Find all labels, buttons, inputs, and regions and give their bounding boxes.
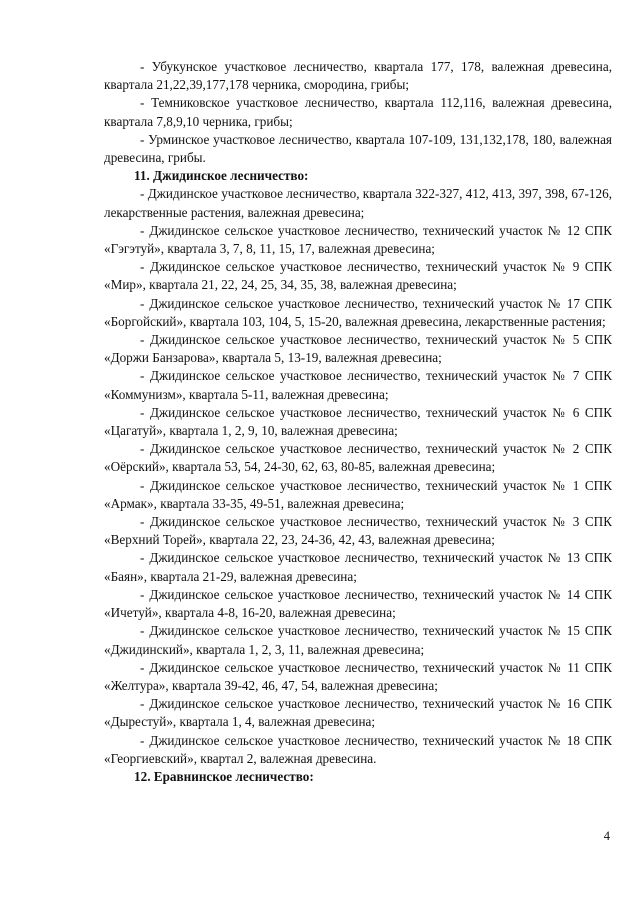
list-item-spk-dorzhi-banzarova: - Джидинское сельское участковое лесничество, технический участок № 5 СПК «Доржи Банзарова», квартала 5, 13-19, валежная древесина;: [104, 332, 612, 366]
list-item-spk-oyorskiy: - Джидинское сельское участковое лесничество, технический участок № 2 СПК «Оёрский», квартала 53, 54, 24-30, 62, 63, 80-85, валежная древесина;: [104, 441, 612, 475]
list-item-spk-gegetuy: - Джидинское сельское участковое лесничество, технический участок № 12 СПК «Гэгэтуй», квартала 3, 7, 8, 11, 15, 17, валежная древесина;: [104, 222, 612, 257]
list-item-spk-tsagatuy: - Джидинское сельское участковое лесничество, технический участок № 6 СПК «Цагатуй», квартала 1, 2, 9, 10, валежная древесина;: [104, 404, 612, 439]
list-item-temnikovskoe: - Темниковское участковое лесничество, квартала 112,116, валежная древесина, квартала 7,8,9,10 черника, грибы;: [104, 95, 612, 129]
list-item-spk-kommunizm: - Джидинское сельское участковое лесничество, технический участок № 7 СПК «Коммунизм», квартала 5-11, валежная древесина;: [104, 368, 612, 402]
list-item-spk-borgoyskiy: - Джидинское сельское участковое лесничество, технический участок № 17 СПК «Боргойский», квартала 103, 104, 5, 15-20, валежная древесина, лекарственные растения;: [104, 295, 612, 329]
list-item-spk-zheltura: - Джидинское сельское участковое лесничество, технический участок № 11 СПК «Желтура», квартала 39-42, 46, 47, 54, валежная древесина;: [104, 659, 612, 693]
list-item-spk-armak: - Джидинское сельское участковое лесничество, технический участок № 1 СПК «Армак», квартала 33-35, 49-51, валежная древесина;: [104, 477, 612, 511]
section-heading-eravninskoe: 12. Еравнинское лесничество:: [134, 768, 314, 784]
section-heading-dzhidinskoe: 11. Джидинское лесничество:: [134, 168, 309, 184]
list-item-spk-bayan: - Джидинское сельское участковое лесничество, технический участок № 13 СПК «Баян», квартала 21-29, валежная древесина;: [104, 550, 612, 584]
list-item-spk-dzhidinskiy: - Джидинское сельское участковое лесничество, технический участок № 15 СПК «Джидинский», квартала 1, 2, 3, 11, валежная древесина;: [104, 623, 612, 657]
list-item-ubukunskoe: - Убукунское участковое лесничество, квартала 177, 178, валежная древесина, квартала 21,22,39,177,178 черника, смородина, грибы;: [104, 59, 612, 93]
list-item-spk-dyrestuy: - Джидинское сельское участковое лесничество, технический участок № 16 СПК «Дырестуй», квартала 1, 4, валежная древесина;: [104, 696, 612, 730]
document-body: [104, 58, 612, 786]
page-number: 4: [603, 829, 610, 843]
list-item-spk-georgievskiy: - Джидинское сельское участковое лесничество, технический участок № 18 СПК «Георгиевский», квартал 2, валежная древесина.: [104, 732, 612, 766]
list-item-urminskoe: - Урминское участковое лесничество, квартала 107-109, 131,132,178, 180, валежная древесина, грибы.: [104, 131, 612, 166]
list-item-spk-mir: - Джидинское сельское участковое лесничество, технический участок № 9 СПК «Мир», квартала 21, 22, 24, 25, 34, 35, 38, валежная древесина;: [104, 259, 612, 293]
list-item-dzhidinskoe-uchastkovoe: - Джидинское участковое лесничество, квартала 322-327, 412, 413, 397, 398, 67-126, лекарственные растения, валежная древесина;: [104, 186, 612, 220]
list-item-spk-verkhniy-torey: - Джидинское сельское участковое лесничество, технический участок № 3 СПК «Верхний Торей», квартала 22, 23, 24-36, 42, 43, валежная древесина;: [104, 514, 612, 548]
list-item-spk-ichetuy: - Джидинское сельское участковое лесничество, технический участок № 14 СПК «Ичетуй», квартала 4-8, 16-20, валежная древесина;: [104, 586, 612, 621]
